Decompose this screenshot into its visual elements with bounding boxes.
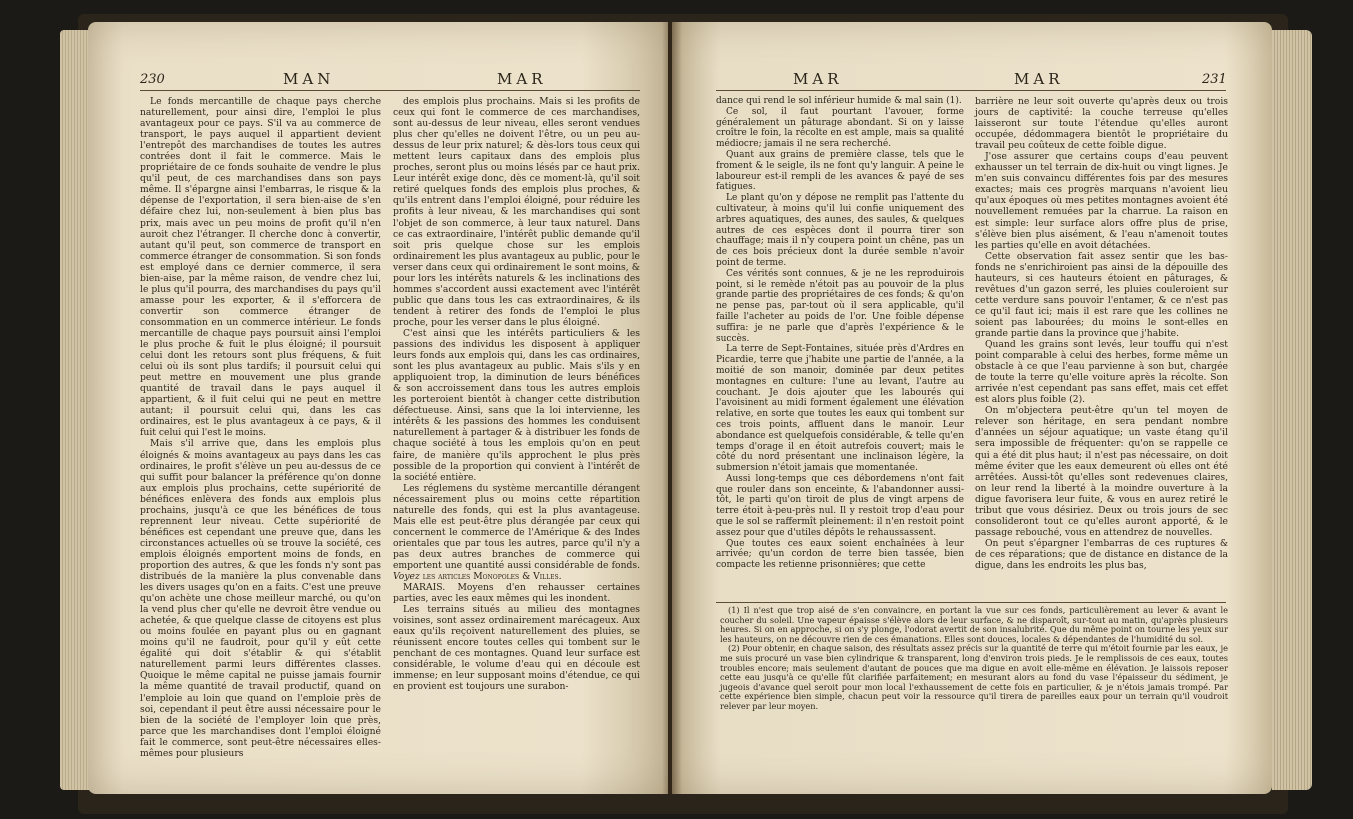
page-edges-left — [60, 30, 90, 790]
footnotes — [720, 606, 1228, 712]
left-running-head-2: MAR — [497, 70, 547, 88]
left-page-number: 230 — [140, 72, 165, 87]
paragraph: Que toutes ces eaux soient enchaînées à leur arrivée; qu'un cordon de terre bien tassée, bien compacte les retienne prisonnières; que cette — [716, 538, 964, 571]
right-column-2 — [975, 96, 1228, 571]
footnote-rule — [716, 602, 1226, 603]
paragraph: Quand les grains sont levés, leur touffu qui n'est point comparable à celui des herbes, forme même un obstacle à ce que l'eau parvienne à son but, chargée de toute la terre qu'elle voiture après la récolte. Son arrivée n'est cependant pas sans effet, mais cet effet est alors plus foible (2). — [975, 339, 1228, 406]
paragraph: C'est ainsi que les intérêts particuliers & les passions des individus les disposent à appliquer leurs fonds aux emplois qui, dans les cas ordinaires, sont les plus avantageux au public. Mais s'ils y en appliquoient trop, la diminution de leurs bénéfices & son accroissement dans tous les autres emplois les porteroient bientôt à changer cette distribution défectueuse. Ainsi, sans que la loi intervienne, les intérêts & les passions des hommes les conduisent naturellement à partager & à distribuer les fonds de chaque société à tous les emplois qu'on en peut faire, de manière qu'ils approchent le plus près possible de la proportion qui convient à l'intérêt de la société entière. — [393, 327, 640, 483]
cross-reference: les articles Monopoles & Villes. — [422, 571, 562, 583]
left-column-2 — [393, 96, 640, 693]
paragraph — [393, 483, 640, 582]
right-header-rule — [716, 90, 1226, 91]
paragraph: On m'objectera peut-être qu'un tel moyen de relever son héritage, en sera pendant nombre d'années un séjour aquatique; un vaste étang qu'il sera impossible de fréquenter: qu'on se rappelle ce qui a été dit plus haut; il n'est pas nécessaire, on doit même éviter que les eaux demeurent où elles ont été arrêtées. Aussi-tôt qu'elles sont redevenues claires, on leur rend la liberté à la moindre ouverture à la digue favorisera leur fuite, & vous en aurez retiré le tribut que vous désiriez. Deux ou trois jours de sec consolideront tout ce qu'elles auront apporté, & le passage rebouché, vous en attendrez de nouvelles. — [975, 405, 1228, 538]
paragraph: La terre de Sept-Fontaines, située près d'Ardres en Picardie, terre que j'habite une partie de l'année, a la moitié de son manoir, dominée par deux petites montagnes en culture: l'une au levant, l'autre au couchant. Je dois ajouter que les labourés qui l'avoisinent au midi forment également une élévation relative, en sorte que toutes les eaux qui tombent sur ces trois points, affluent dans le manoir. Leur abondance est quelquefois considérable, & telle qu'en temps d'orage il en étoit autrefois couvert; mais le côté du nord présentant une inclinaison légère, la submersion n'étoit jamais que momentanée. — [716, 344, 964, 474]
left-column-1 — [140, 96, 381, 759]
right-running-head-1: MAR — [793, 70, 843, 88]
book-gutter — [662, 22, 682, 794]
paragraph: J'ose assurer que certains coups d'eau peuvent exhausser un tel terrain de dix-huit ou vingt lignes. Je m'en suis convaincu différentes fois par des mesures exactes; mais ces progrès marquans n'avoient lieu qu'aux époques où mes petites montagnes avoient été nouvellement remuées par la charrue. La raison en est simple: leur surface alors offre plus de prise, s'élève bien plus aisément, & l'eau n'amenoit toutes les parties qu'elle en avoit détachées. — [975, 151, 1228, 251]
paragraph: Cette observation fait assez sentir que les bas-fonds ne s'enrichiroient pas ainsi de la dépouille des hauteurs, si ces hauteurs étoient en pâturages, & revêtues d'un gazon serré, les pluies couleroient sur cette verdure sans pouvoir l'entamer, & ce n'est pas ce qu'il faut ici; mais il est rare que les collines ne soient pas labourées; du moins le sont-elles en grande partie dans la province que j'habite. — [975, 250, 1228, 339]
page-edges-right — [1272, 30, 1312, 790]
left-header-rule — [140, 90, 640, 91]
paragraph: Aussi long-temps que ces débordemens n'ont fait que rouler dans son enceinte, & l'abandonner aussi-tôt, le parti qu'on tiroit de plus de vingt arpens de terre étoit à-peu-près nul. Il y restoit trop d'eau pour que le sol se raffermît pleinement: il n'en restoit point assez pour que d'utiles dépôts le rehaussassent. — [716, 473, 964, 538]
paragraph: Mais s'il arrive que, dans les emplois plus éloignés & moins avantageux au pays dans les cas ordinaires, le profit s'élève un peu au-dessus de ce qui suffit pour balancer la préférence qu'on donne aux emplois plus prochains, cette supériorité de bénéfices enlèvera des fonds aux emplois plus prochains, jusqu'à ce que les bénéfices de tous reprennent leur niveau. Cette supériorité de bénéfices est cependant une preuve que, dans les circonstances actuelles où se trouve la société, ces emplois éloignés emportent moins de fonds, en proportion des autres, & que les fonds n'y sont pas distribués de la manière la plus convenable dans les divers usages qu'on en a faits. C'est une preuve qu'on achète une chose meilleur marché, ou qu'on la vend plus cher qu'elle ne devroit être vendue ou achetée, & que quelque classe de citoyens est plus ou moins foulée en payant plus ou en gagnant moins qu'il ne faudroit, pour qu'il y eût cette égalité qui doit s'établir & qui s'établit naturellement parmi leurs différentes classes. Quoique le même capital ne puisse jamais fournir la même quantité de travail productif, quand on l'emploie au loin que quand on l'emploie près de soi, cependant il peut être aussi nécessaire pour le bien de la société de l'employer loin que près, parce que les marchandises dont l'emploi éloigné fait le commerce, sont peut-être nécessaires elles-mêmes pour plusieurs — [140, 438, 381, 759]
section-heading: MARAIS. Moyens d'en rehausser certaines parties, avec les eaux mêmes qui les inondent. — [393, 582, 640, 605]
left-running-head-1: MAN — [283, 70, 335, 88]
paragraph: des emplois plus prochains. Mais si les profits de ceux qui font le commerce de ces marchandises, sont au-dessus de leur niveau, elles seront vendues plus cher qu'elles ne doivent l'être, ou un peu au-dessus de leur prix naturel; & dès-lors tous ceux qui mettent leurs capitaux dans des emplois plus proches, seront plus ou moins lésés par ce haut prix. Leur intérêt exige donc, dès ce moment-là, qu'il soit retiré quelques fonds des emplois plus proches, & qu'ils entrent dans l'emploi éloigné, pour réduire les profits à leur niveau, & les marchandises qui sont l'objet de son commerce, à leur taux naturel. Dans ce cas extraordinaire, l'intérêt public demande qu'il soit pris quelque chose sur les emplois ordinairement les plus avantageux au public, pour le verser dans ceux qui ordinairement le sont moins, & pour lors les intérêts naturels & les inclinations des hommes s'accordent aussi exactement avec l'intérêt public que dans tous les cas extraordinaires, & ils tendent à retirer des fonds de l'emploi le plus proche, pour les verser dans le plus éloigné. — [393, 96, 640, 328]
cross-reference-prefix: Voyez — [393, 571, 420, 583]
paragraph: Ce sol, il faut pourtant l'avouer, forme généralement un pâturage abondant. Si on y laisse croître le foin, la récolte en est ample, mais sa qualité médiocre; jamais il ne sera recherché. — [716, 106, 964, 150]
right-running-head-2: MAR — [1014, 70, 1064, 88]
footnote: (1) Il n'est que trop aisé de s'en convaincre, en portant la vue sur ces fonds, particulièrement au lever & avant le coucher du soleil. Une vapeur épaisse s'élève alors de leur surface, & ne disparoît, sur-tout au matin, qu'après plusieurs heures. Si on en approche, si on s'y plonge, l'odorat avertit de son insalubrité. Que du même point on tourne les yeux sur les hauteurs, on ne découvre rien de ces émanations. Elles sont douces, locales & dépendantes de l'humidité du sol. — [720, 605, 1228, 644]
paragraph: On peut s'épargner l'embarras de ces ruptures & de ces réparations; que de distance en distance de la digue, dans les endroits les plus bas, — [975, 537, 1228, 571]
paragraph: Quant aux grains de première classe, tels que le froment & le seigle, ils ne font qu'y languir. A peine le laboureur est-il rempli de les avances & payé de ses fatigues. — [716, 149, 964, 193]
right-page-number: 231 — [1202, 72, 1227, 87]
footnote: (2) Pour obtenir, en chaque saison, des résultats assez précis sur la quantité de terre qui m'étoit fournie par les eaux, je me suis procuré un vase bien cylindrique & transparent, long d'environ trois pieds. Je le remplissois de ces eaux, toutes troubles encore; mais seulement d'autant de pouces que ma digue en avoit elle-même en élévation. Je laissois reposer cette eau jusqu'à ce qu'elle fût clarifiée parfaitement; en mesurant alors au fond du vase l'épaisseur du sédiment, je jugeois d'avance quel seroit pour mon local l'exhaussement de cette fois en particulier, & je n'étois jamais trompé. Par cette expérience bien simple, chacun peut voir la ressource qu'il tirera de pareilles eaux pour un terrain qu'il voudroit relever par leur moyen. — [720, 643, 1228, 711]
paragraph: dance qui rend le sol inférieur humide & mal sain (1). — [716, 96, 962, 106]
right-column-1 — [716, 96, 964, 571]
paragraph: Le fonds mercantille de chaque pays cherche naturellement, pour ainsi dire, l'emploi le plus avantageux pour ce pays. S'il va au commerce de transport, le pays auquel il appartient devient l'entrepôt des marchandises de toutes les autres contrées dont il fait le commerce. Mais le propriétaire de ce fonds souhaite de vendre le plus qu'il peut, de ces marchandises dans son pays même. Il s'épargne ainsi l'embarras, le risque & la dépense de l'exportation, il sera bien-aise de s'en défaire chez lui, non-seulement à bien plus bas prix, mais avec un peu moins de profit qu'il n'en auroit chez l'étranger. Il cherche donc à convertir, autant qu'il peut, son commerce de transport en commerce étranger de consommation. Si son fonds est employé dans ce dernier commerce, il sera bien-aise, par la même raison, de vendre chez lui, le plus qu'il pourra, des marchandises du pays qu'il amasse pour les exporter, & il s'efforcera de convertir son commerce étranger de consommation en un commerce intérieur. Le fonds mercantille de chaque pays poursuit ainsi l'emploi le plus proche & fuit le plus éloigné; il poursuit celui dont les retours sont plus fréquens, & fuit celui où ils sont plus tardifs; il poursuit celui qui peut mettre en mouvement une plus grande quantité de travail dans le pays auquel il appartient, & il fuit celui qui ne peut en mettre autant; il poursuit celui qui, dans les cas ordinaires, est le plus avantageux à ce pays, & il fuit celui qui l'est le moins. — [140, 96, 381, 439]
paragraph: Ces vérités sont connues, & je ne les reproduirois point, si le remède n'étoit pas au pouvoir de la plus grande partie des propriétaires de ces fonds; & qu'on ne pense pas, par-tout où il sera applicable, qu'il faille l'acheter au poids de l'or. Une foible dépense suffira: je ne parle que d'après l'expérience & le succès. — [716, 268, 964, 344]
paragraph: Les terrains situés au milieu des montagnes voisines, sont assez ordinairement marécageux. Aux eaux qu'ils reçoivent naturellement des pluies, se réunissent encore toutes celles qui tombent sur le penchant de ces montagnes. Quand leur surface est considérable, le volume d'eau qui en découle est immense; en leur supposant moins d'étendue, ce qui en provient est toujours une surabon- — [393, 604, 640, 693]
paragraph: barrière ne leur soit ouverte qu'après deux ou trois jours de captivité: la couche terreuse qu'elles laisseront sur toute l'étendue qu'elles auront occupée, dédommagera bientôt le propriétaire du travail peu coûteux de cette foible digue. — [975, 96, 1228, 152]
paragraph-text: Les réglemens du système mercantille dérangent nécessairement plus ou moins cette répartition naturelle des fonds, qui est la plus avantageuse. Mais elle est peut-être plus dérangée par ceux qui concernent le commerce de l'Amérique & des Indes orientales que par tous les autres, parce qu'il n'y a pas deux autres branches de commerce qui emportent une quantité aussi considérable de fonds. — [393, 482, 640, 571]
paragraph: Le plant qu'on y dépose ne remplit pas l'attente du cultivateur, à moins qu'il lui confie uniquement des arbres aquatiques, des aunes, des saules, & quelques autres de ces espèces dont il pourra tirer son chauffage; mais il n'y coupera point un chêne, pas un de ces bois précieux dont la durée semble n'avoir point de terme. — [716, 193, 964, 268]
